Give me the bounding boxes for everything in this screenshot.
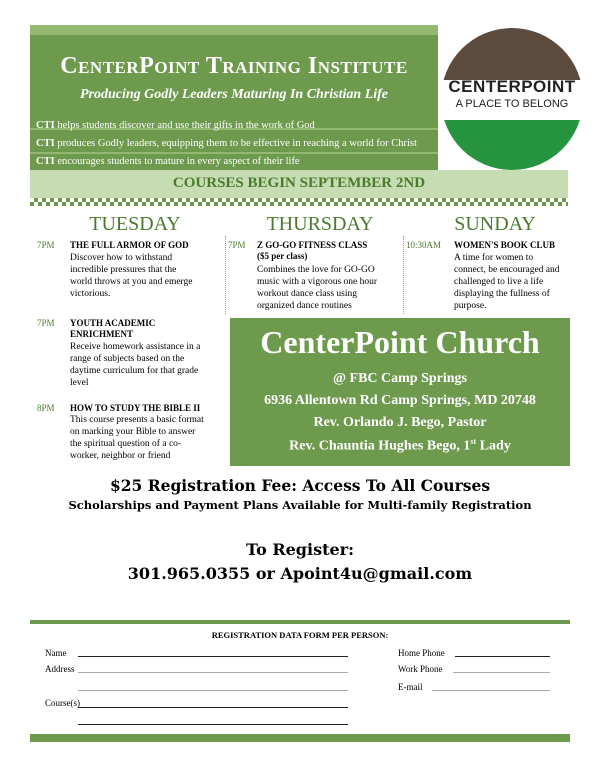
- name-label: Name: [45, 648, 67, 658]
- course-time: 10:30AM: [406, 240, 442, 250]
- course-description: This course presents a basic format on marking your Bible to answer the spiritual question of a co- worker, neighbor or friend: [70, 415, 204, 461]
- day-heading-sunday: SUNDAY: [454, 213, 536, 235]
- courses-label: Course(s): [45, 698, 80, 708]
- centerpoint-logo: [441, 28, 583, 170]
- header-divider: [30, 152, 438, 154]
- church-pastor: Rev. Orlando J. Bego, Pastor: [313, 415, 487, 430]
- registration-fee: $25 Registration Fee: Access To All Courses: [109, 476, 491, 495]
- courses-banner-text: COURSES BEGIN SEPTEMBER 2ND: [172, 175, 426, 191]
- cti-statement: CTI produces Godly leaders, equipping them to be effective in reaching a world for Christ: [36, 138, 417, 149]
- church-first-lady: Rev. Chauntia Hughes Bego, 1st Lady: [289, 437, 511, 454]
- email-label: E-mail: [398, 682, 423, 692]
- form-top-bar: [30, 620, 570, 624]
- page-subtitle: Producing Godly Leaders Maturing In Christian Life: [79, 87, 389, 102]
- header-banner: [30, 25, 438, 180]
- logo-name: CENTERPOINT: [448, 77, 576, 96]
- cti-statement: CTI helps students discover and use their gifts in the work of God: [36, 120, 315, 131]
- register-contact: 301.965.0355 or Apoint4u@gmail.com: [127, 564, 473, 583]
- course-title: HOW TO STUDY THE BIBLE II: [70, 403, 201, 413]
- course-description: Combines the love for GO-GO music with a vigorous one hour workout dance class using organized dance routines: [257, 265, 378, 311]
- course-time: 8PM: [37, 403, 55, 413]
- page-title: CenterPoint Training Institute: [60, 53, 408, 79]
- work-phone-field[interactable]: [453, 672, 550, 673]
- register-heading: To Register:: [246, 540, 354, 559]
- course-description: Receive homework assistance in a range of subjects based on the daytime curriculum for that grade level: [70, 342, 201, 388]
- address-field[interactable]: [78, 672, 348, 673]
- course-title: YOUTH ACADEMIC ENRICHMENT: [70, 318, 156, 339]
- address-field-2[interactable]: [78, 690, 348, 691]
- column-divider: [403, 236, 404, 314]
- checker-border: [30, 198, 568, 206]
- day-heading-thursday: THURSDAY: [266, 213, 374, 235]
- course-description: Discover how to withstand incredible pressures that the world throws at you and emerge victorious.: [70, 253, 193, 299]
- cti-statement: CTI encourages students to mature in every aspect of their life: [36, 156, 300, 167]
- email-field[interactable]: [432, 690, 550, 691]
- courses-banner: [30, 170, 568, 198]
- logo-tagline: A PLACE TO BELONG: [455, 98, 569, 110]
- course-time: 7PM: [37, 318, 55, 328]
- church-venue: @ FBC Camp Springs: [333, 371, 467, 386]
- name-field[interactable]: [78, 656, 348, 657]
- course-time: 7PM: [228, 240, 246, 250]
- header-top-strip: [30, 25, 438, 35]
- work-phone-label: Work Phone: [398, 664, 443, 674]
- course-title: THE FULL ARMOR OF GOD: [70, 240, 189, 250]
- column-divider: [225, 236, 226, 314]
- course-title: Z GO-GO FITNESS CLASS ($5 per class): [257, 240, 368, 261]
- home-phone-field[interactable]: [455, 656, 550, 657]
- course-title: WOMEN'S BOOK CLUB: [454, 240, 556, 250]
- course-time: 7PM: [37, 240, 55, 250]
- form-bottom-bar: [30, 734, 570, 742]
- courses-field[interactable]: [78, 707, 348, 708]
- day-heading-tuesday: TUESDAY: [89, 213, 181, 235]
- church-address: 6936 Allentown Rd Camp Springs, MD 20748: [264, 393, 536, 408]
- courses-field-2[interactable]: [78, 724, 348, 725]
- home-phone-label: Home Phone: [398, 648, 445, 658]
- course-description: A time for women to connect, be encouraged and challenged to live a life displaying the fullness of purpose.: [454, 253, 560, 311]
- form-heading: REGISTRATION DATA FORM PER PERSON:: [211, 630, 389, 640]
- church-name: CenterPoint Church: [260, 324, 540, 360]
- address-label: Address: [45, 664, 75, 674]
- scholarship-note: Scholarships and Payment Plans Available for Multi-family Registration: [68, 498, 532, 512]
- church-info-box: [230, 318, 570, 466]
